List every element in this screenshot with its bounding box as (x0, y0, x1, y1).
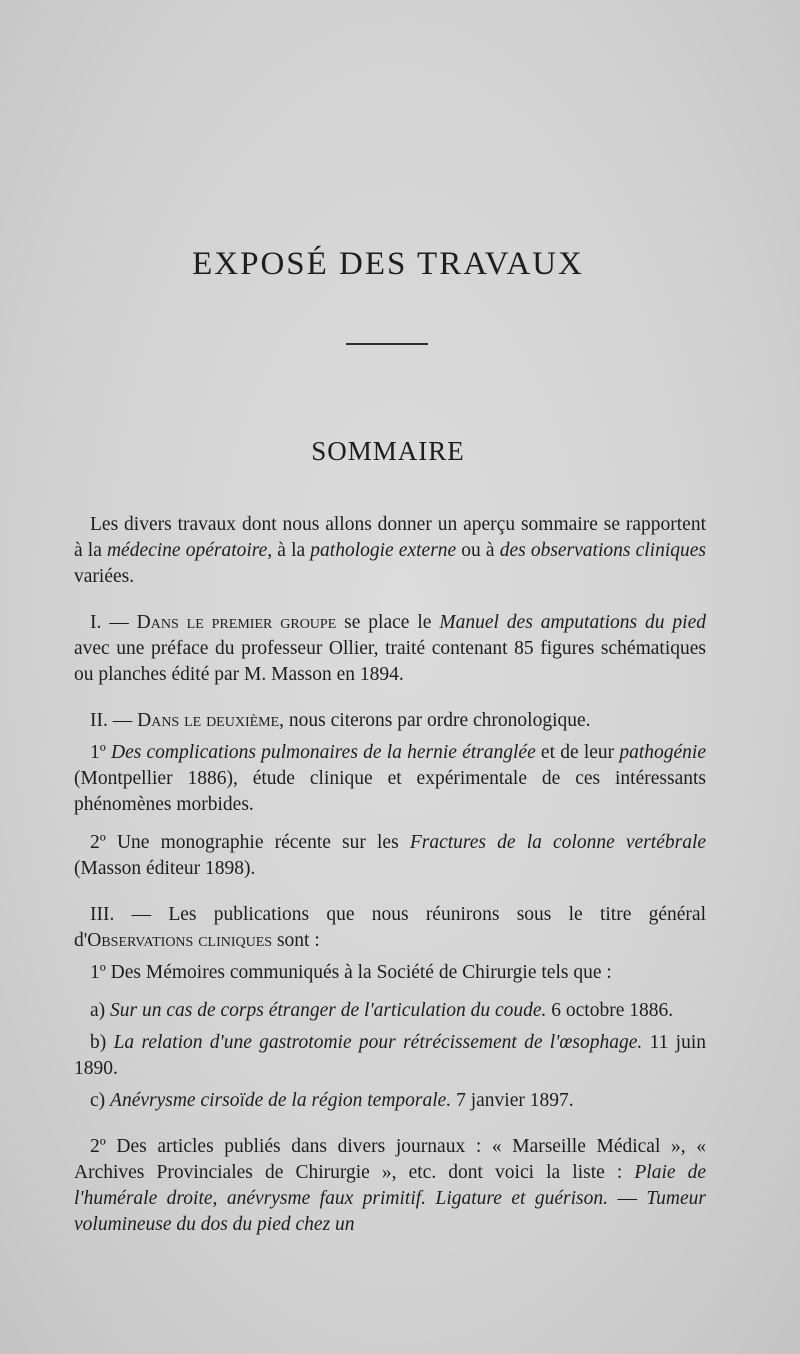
memoir-c: c) Anévrysme cirsoïde de la région temporale. 7 janvier 1897. (90, 1090, 574, 1111)
group-3-item-2: 2º Des articles publiés dans divers journaux : « Marseille Médical », « Archives Provinciales de Chirurgie », etc. dont voici la liste : Plaie de l'humérale droite, anévrysme faux primitif. Ligature et guérison. — Tumeur volumineuse du dos du pied chez un (74, 1136, 706, 1235)
memoir-a: a) Sur un cas de corps étranger de l'articulation du coude. 6 octobre 1886. (90, 1000, 674, 1021)
section-title: SOMMAIRE (311, 436, 465, 466)
page-title: EXPOSÉ DES TRAVAUX (192, 246, 584, 282)
memoir-b: b) La relation d'une gastrotomie pour rétrécissement de l'œsophage. 11 juin 1890. (74, 1032, 707, 1079)
group-2-item-2: 2º Une monographie récente sur les Fractures de la colonne vertébrale (Masson éditeur 1898). (74, 832, 707, 879)
body-text (74, 512, 706, 1238)
group-2-paragraph: II. — Dans le deuxième, nous citerons par ordre chronologique. (90, 710, 591, 731)
group-3-paragraph: III. — Les publications que nous réunirons sous le titre général d'Observations cliniques sont : (74, 904, 706, 951)
title-rule (346, 343, 428, 345)
group-3-item-1: 1º Des Mémoires communiqués à la Société de Chirurgie tels que : (90, 962, 612, 983)
group-1-paragraph: I. — Dans le premier groupe se place le Manuel des amputations du pied avec une préface du professeur Ollier, traité contenant 85 figures schématiques ou planches édité par M. Masson en 1894. (74, 612, 706, 685)
group-2-item-1: 1º Des complications pulmonaires de la hernie étranglée et de leur pathogénie (Montpellier 1886), étude clinique et expérimentale de ces intéressants phénomènes morbides. (74, 742, 706, 815)
intro-paragraph: Les divers travaux dont nous allons donner un aperçu sommaire se rapportent à la médecine opératoire, à la pathologie externe ou à des observations cliniques variées. (74, 514, 706, 587)
